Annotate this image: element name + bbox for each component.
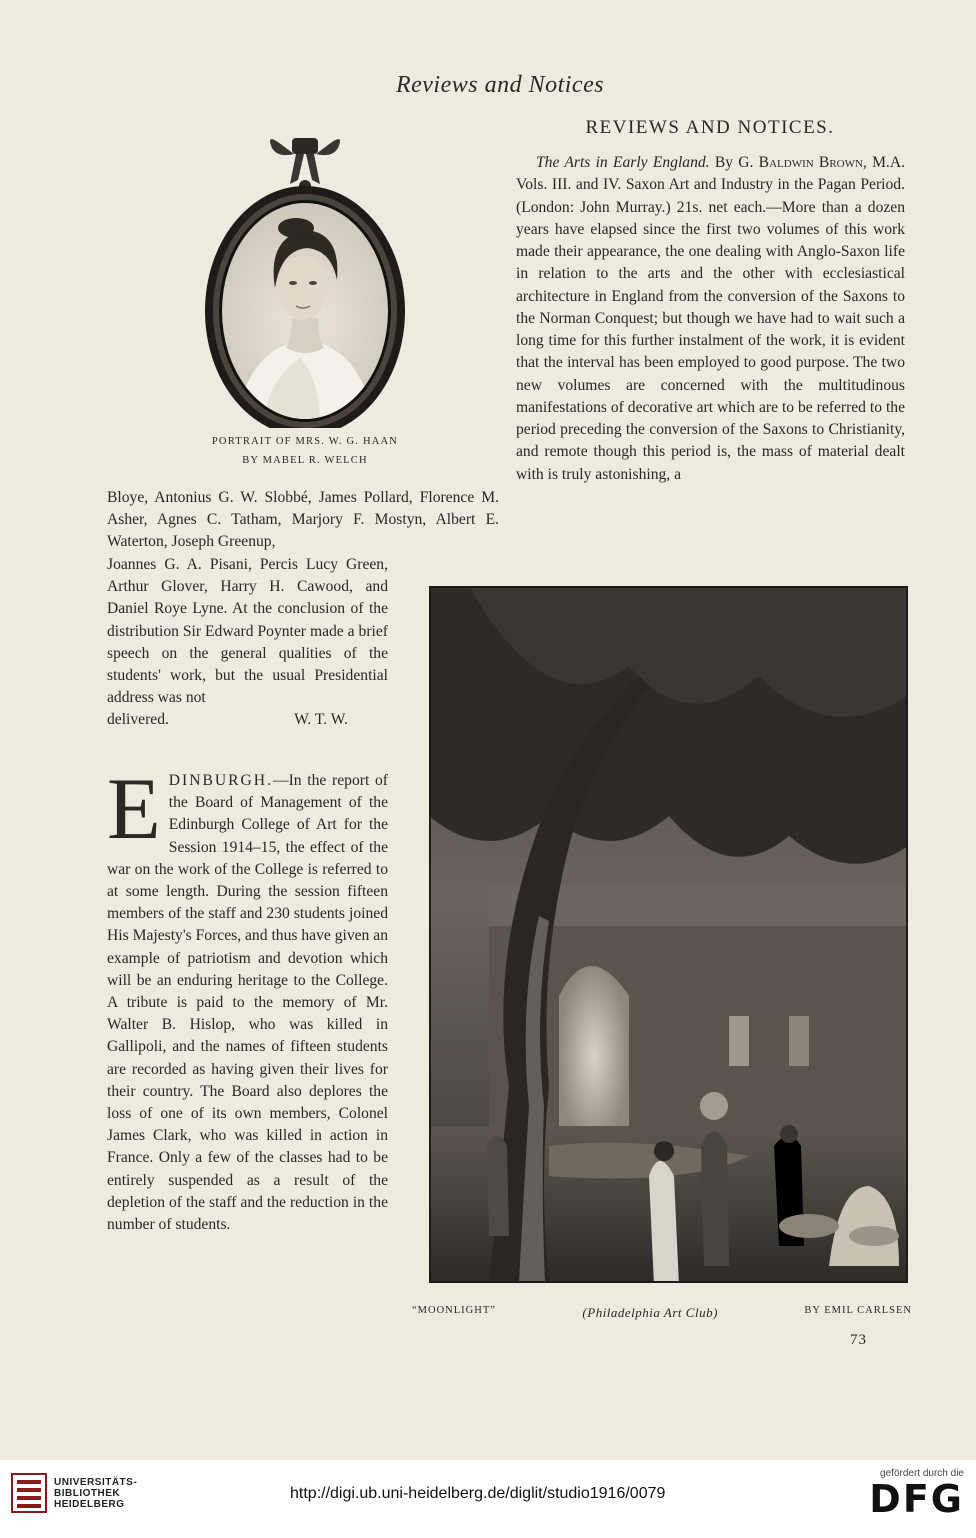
university-logo[interactable]	[10, 1472, 137, 1514]
uni-line-1: UNIVERSITÄTS-	[54, 1476, 138, 1488]
frame-bow-icon	[270, 138, 340, 192]
painting-title: “MOONLIGHT”	[412, 1305, 496, 1316]
signature-line	[107, 709, 388, 731]
review-paragraph	[516, 152, 905, 486]
review-column	[516, 152, 905, 486]
delivered-word: delivered.	[107, 711, 169, 729]
painting-caption	[412, 1305, 912, 1321]
uni-line-3: HEIDELBERG	[54, 1498, 125, 1510]
painting-collection: (Philadelphia Art Club)	[582, 1305, 718, 1320]
portrait-caption-title: PORTRAIT OF MRS. W. G. HAAN	[211, 436, 399, 447]
prize-list-text: Joannes G. A. Pisani, Percis Lucy Green, Arthur Glover, Harry H. Cawood, and Daniel Roye Lyne. At the conclusion of the distribution Sir Edward Poynter made a brief speech on the general qualities of the students' work, but the usual Presidential address was not	[107, 556, 388, 707]
drop-cap: E	[107, 761, 161, 858]
edinburgh-text: —In the report of the Board of Management of the Edinburgh College of Art for the Session 1914–15, the effect of the war on the work of the College is referred to at some length. During the session fifteen members of the staff and 230 students joined His Majesty's Forces, and thus have given an example of patriotism and devotion which will be an enduring heritage to the College. A tribute is paid to the memory of Mr. Walter B. Hislop, who was killed in Gallipoli, and the names of fifteen students are recorded as having given their lives for their country. The Board also deplores the loss of one of its own members, Colonel James Clark, who was killed in action in France. Only a few of the classes had to be entirely suspended as a result of the depletion of the staff and the reduction in the number of students.	[107, 772, 388, 1234]
prize-list-wide: Bloye, Antonius G. W. Slobbé, James Pollard, Florence M. Asher, Agnes C. Tatham, Marjory F. Mostyn, Albert E. Waterton, Joseph Greenup,	[107, 489, 499, 551]
sponsor-text: gefördert durch die	[880, 1468, 964, 1479]
university-name	[54, 1477, 137, 1510]
portrait-miniature-image	[200, 128, 410, 428]
book-title: The Arts in Early England.	[536, 154, 710, 171]
edinburgh-title: DINBURGH.	[168, 772, 273, 789]
edinburgh-paragraph	[107, 761, 388, 1236]
portrait-caption-artist: BY MABEL R. WELCH	[242, 455, 368, 466]
review-by: By	[714, 154, 734, 171]
dfg-wordmark: DFG	[869, 1477, 964, 1521]
review-body: M.A. Vols. III. and IV. Saxon Art and Industry in the Pagan Period. (London: John Murray.) 21s. net each.—More than a dozen years have elapsed since the first two volumes of this work made their appearance, the one dealing with Anglo-Saxon life in relation to the arts and the other with ecclesiastical architecture in England from the conversion of the Saxons to the Norman Conquest; but though we have had to wait such a long time for this further instalment of the work, it is evident that the interval has been employed to good purpose. The two new volumes are concerned with the multitudinous manifestations of decorative art which are to be referred to the period preceding the conversion of the Saxons to Christianity, and remote though this period is, the mass of material dealt with is truly astonishing, a	[516, 154, 905, 483]
prize-list-narrow	[107, 554, 388, 732]
author-signature: W. T. W.	[294, 711, 348, 729]
running-head: Reviews and Notices	[395, 72, 605, 98]
portrait-caption	[150, 432, 460, 470]
moonlight-painting-image	[429, 586, 908, 1283]
review-author: G. Baldwin Brown,	[738, 154, 867, 171]
painting-artist: BY EMIL CARLSEN	[804, 1305, 912, 1316]
section-title: REVIEWS AND NOTICES.	[585, 117, 835, 138]
dfg-logo[interactable]	[869, 1468, 964, 1519]
digitization-footer	[0, 1460, 976, 1538]
source-url-link[interactable]: http://digi.ub.uni-heidelberg.de/diglit/studio1916/0079	[290, 1485, 666, 1502]
page-number: 73	[850, 1332, 867, 1348]
uni-line-2: BIBLIOTHEK	[54, 1487, 121, 1499]
heidelberg-library-logo-icon	[10, 1472, 48, 1514]
